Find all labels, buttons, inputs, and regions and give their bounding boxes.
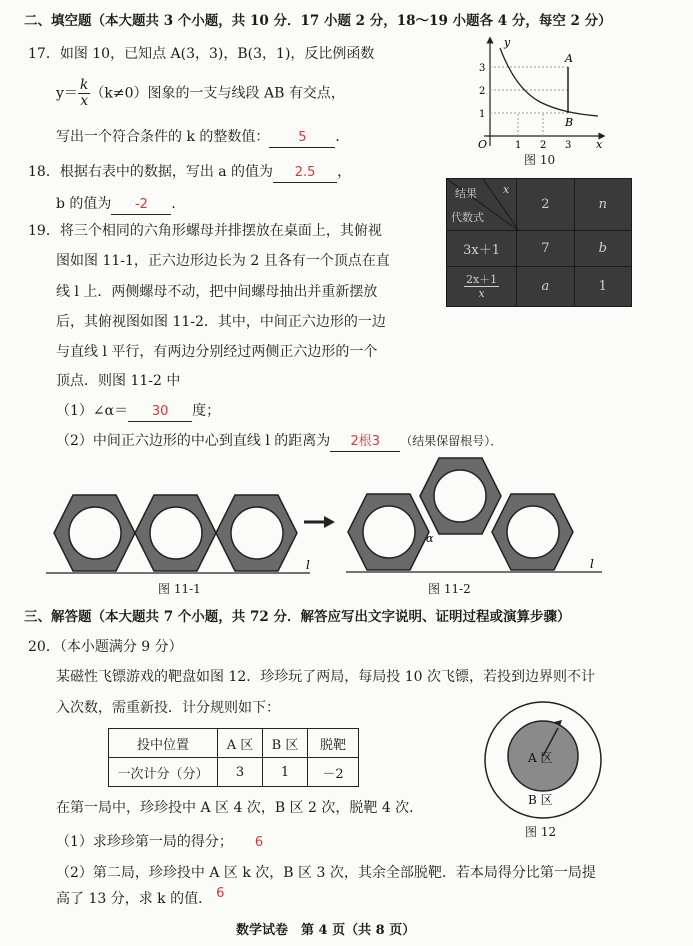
page-footer: 数学试卷 第 4 页（共 8 页） [236, 923, 416, 938]
hyperbola-curve [500, 48, 598, 116]
q20-part2-line2 [56, 886, 225, 909]
nut-hole-middle [150, 507, 202, 559]
table-corner-cell [447, 179, 517, 231]
q18-line1-prefix: 18．根据右表中的数据，写出 a 的值为 [28, 164, 274, 180]
header-x: x [503, 183, 510, 196]
q18-line2-prefix: b 的值为 [56, 196, 112, 212]
q20-title: 20．（本小题满分 9 分） [28, 639, 183, 655]
q17-suffix: ． [335, 129, 350, 145]
nut-hole-right-2 [507, 506, 559, 558]
header-expr: 代数式 [451, 211, 484, 224]
q20-first-round: 在第一局中，珍珍投中 A 区 4 次，B 区 2 次，脱靶 4 次． [56, 800, 424, 816]
th-zone-b: B 区 [263, 729, 308, 758]
x-tick-3: 3 [565, 140, 572, 151]
q20-part1-text: （1）求珍珍第一局的得分； [56, 834, 233, 850]
row2-expr [447, 267, 517, 307]
q19-line6: 顶点．则图 11-2 中 [56, 373, 181, 389]
row2-num: 2x＋1 [465, 272, 498, 286]
figure-10-caption: 图 10 [524, 153, 556, 167]
td-score-miss: －2 [308, 758, 359, 787]
x-tick-2: 2 [540, 140, 547, 151]
q20-part2-answer: 6 [216, 886, 225, 901]
q19-part2-suffix: （结果保留根号）． [400, 434, 503, 448]
figure-10-graph [470, 34, 610, 152]
q20-intro-1: 某磁性飞镖游戏的靶盘如图 12．珍珍玩了两局，每局投 10 次飞镖，若投到边界则不计 [56, 669, 595, 685]
y-tick-2: 2 [479, 86, 486, 97]
q19-part2 [56, 432, 502, 452]
point-a-label: A [565, 52, 573, 65]
q17-line1: 17．如图 10，已知点 A(3，3)，B(3，1)，反比例函数 [28, 46, 375, 62]
origin-label: O [478, 138, 488, 151]
q19-part2-prefix: （2）中间正六边形的中心到直线 l 的距离为 [56, 433, 331, 449]
td-score-b: 1 [263, 758, 308, 787]
q20-score-table [108, 728, 359, 787]
q19-answer-1: 30 [128, 403, 192, 422]
col-header-1: 2 [517, 179, 574, 231]
q19-line4: 后，其俯视图如图 11-2．其中，中间正六边形的一边 [56, 314, 386, 330]
q20-part2-line1: （2）第二局，珍珍投中 A 区 k 次，B 区 3 次，其余全部脱靶．若本局得分比第一局提 [56, 865, 596, 881]
th-position: 投中位置 [109, 729, 218, 758]
q20-part1-answer: 6 [254, 835, 264, 850]
row1-v2: b [574, 231, 631, 267]
q17-line2-rest: （k≠0）图象的一支与线段 AB 有交点， [90, 85, 345, 102]
zone-b-label: B 区 [528, 793, 553, 807]
q18-line1 [28, 163, 351, 183]
figure-12-dartboard [478, 700, 608, 825]
q18-data-table [446, 178, 632, 307]
section-3-heading: 三、解答题（本大题共 7 个小题，共 72 分．解答应写出文字说明、证明过程或演算步骤） [24, 609, 571, 625]
nut-hole-raised [434, 470, 486, 522]
q19-line2: 图如图 11-1，正六边形边长为 2 且各有一个顶点在直 [56, 253, 390, 269]
q18-answer-a: 2.5 [273, 164, 337, 183]
arrow-icon [302, 515, 336, 529]
q20-part1 [56, 833, 263, 852]
q17-frac-den: x [80, 93, 89, 109]
q19-part1 [56, 402, 220, 422]
q19-line5: 与直线 l 平行，有两边分别经过两侧正六边形的一个 [56, 344, 378, 360]
th-zone-a: A 区 [218, 729, 263, 758]
figure-11-2 [340, 450, 610, 580]
y-axis-label: y [504, 36, 511, 49]
q19-part1-suffix: 度； [192, 403, 221, 419]
row2-v1: a [517, 267, 574, 307]
point-b-label: B [565, 116, 574, 129]
td-score-label: 一次计分（分） [109, 758, 218, 787]
q19-line1: 19．将三个相同的六角形螺母并排摆放在桌面上，其俯视 [28, 223, 382, 239]
header-result: 结果 [455, 187, 477, 200]
y-tick-1: 1 [479, 109, 486, 120]
q18-line2-suffix: ． [171, 196, 186, 212]
figure-12-caption: 图 12 [525, 825, 557, 839]
q17-line3 [56, 128, 349, 148]
figure-11-1 [40, 455, 320, 580]
q17-line3-prefix: 写出一个符合条件的 k 的整数值： [56, 129, 270, 145]
q19-part1-prefix: （1）∠α＝ [56, 403, 129, 419]
col-header-2: n [574, 179, 631, 231]
q20-intro-2: 入次数，需重新投．计分规则如下： [56, 700, 280, 716]
q17-y-prefix: y＝ [56, 85, 78, 102]
q17-line2 [56, 78, 345, 109]
q17-fraction [78, 78, 90, 109]
th-miss: 脱靶 [308, 729, 359, 758]
nut-hole-left-2 [363, 506, 415, 558]
q18-answer-b: -2 [111, 196, 171, 215]
nut-hole-left [69, 507, 121, 559]
row2-den: x [478, 286, 485, 300]
zone-a-label: A 区 [528, 751, 553, 765]
line-l-label-2: l [590, 557, 594, 571]
alpha-label: α [426, 532, 434, 545]
line-l-label-1: l [306, 558, 310, 572]
row2-v2: 1 [574, 267, 631, 307]
q18-line2 [56, 195, 185, 215]
figure-11-1-caption: 图 11-1 [158, 582, 201, 596]
row1-v1: 7 [517, 231, 574, 267]
td-score-a: 3 [218, 758, 263, 787]
q17-frac-num: k [79, 77, 89, 93]
q17-answer: 5 [269, 129, 335, 148]
nut-hole-right [231, 507, 283, 559]
q19-line3: 线 l 上．两侧螺母不动，把中间螺母抽出并重新摆放 [56, 284, 378, 300]
x-axis-label: x [596, 138, 603, 151]
y-tick-3: 3 [479, 63, 486, 74]
q19-answer-2: 2根3 [330, 433, 400, 452]
row1-expr: 3x＋1 [447, 231, 517, 267]
x-tick-1: 1 [515, 140, 522, 151]
figure-11-2-caption: 图 11-2 [428, 582, 471, 596]
section-2-heading: 二、填空题（本大题共 3 个小题，共 10 分．17 小题 2 分，18～19 小题各 4 分，每空 2 分） [24, 13, 612, 29]
q20-part2-text: 高了 13 分，求 k 的值． [56, 891, 213, 907]
q18-line1-suffix: ， [337, 164, 352, 180]
